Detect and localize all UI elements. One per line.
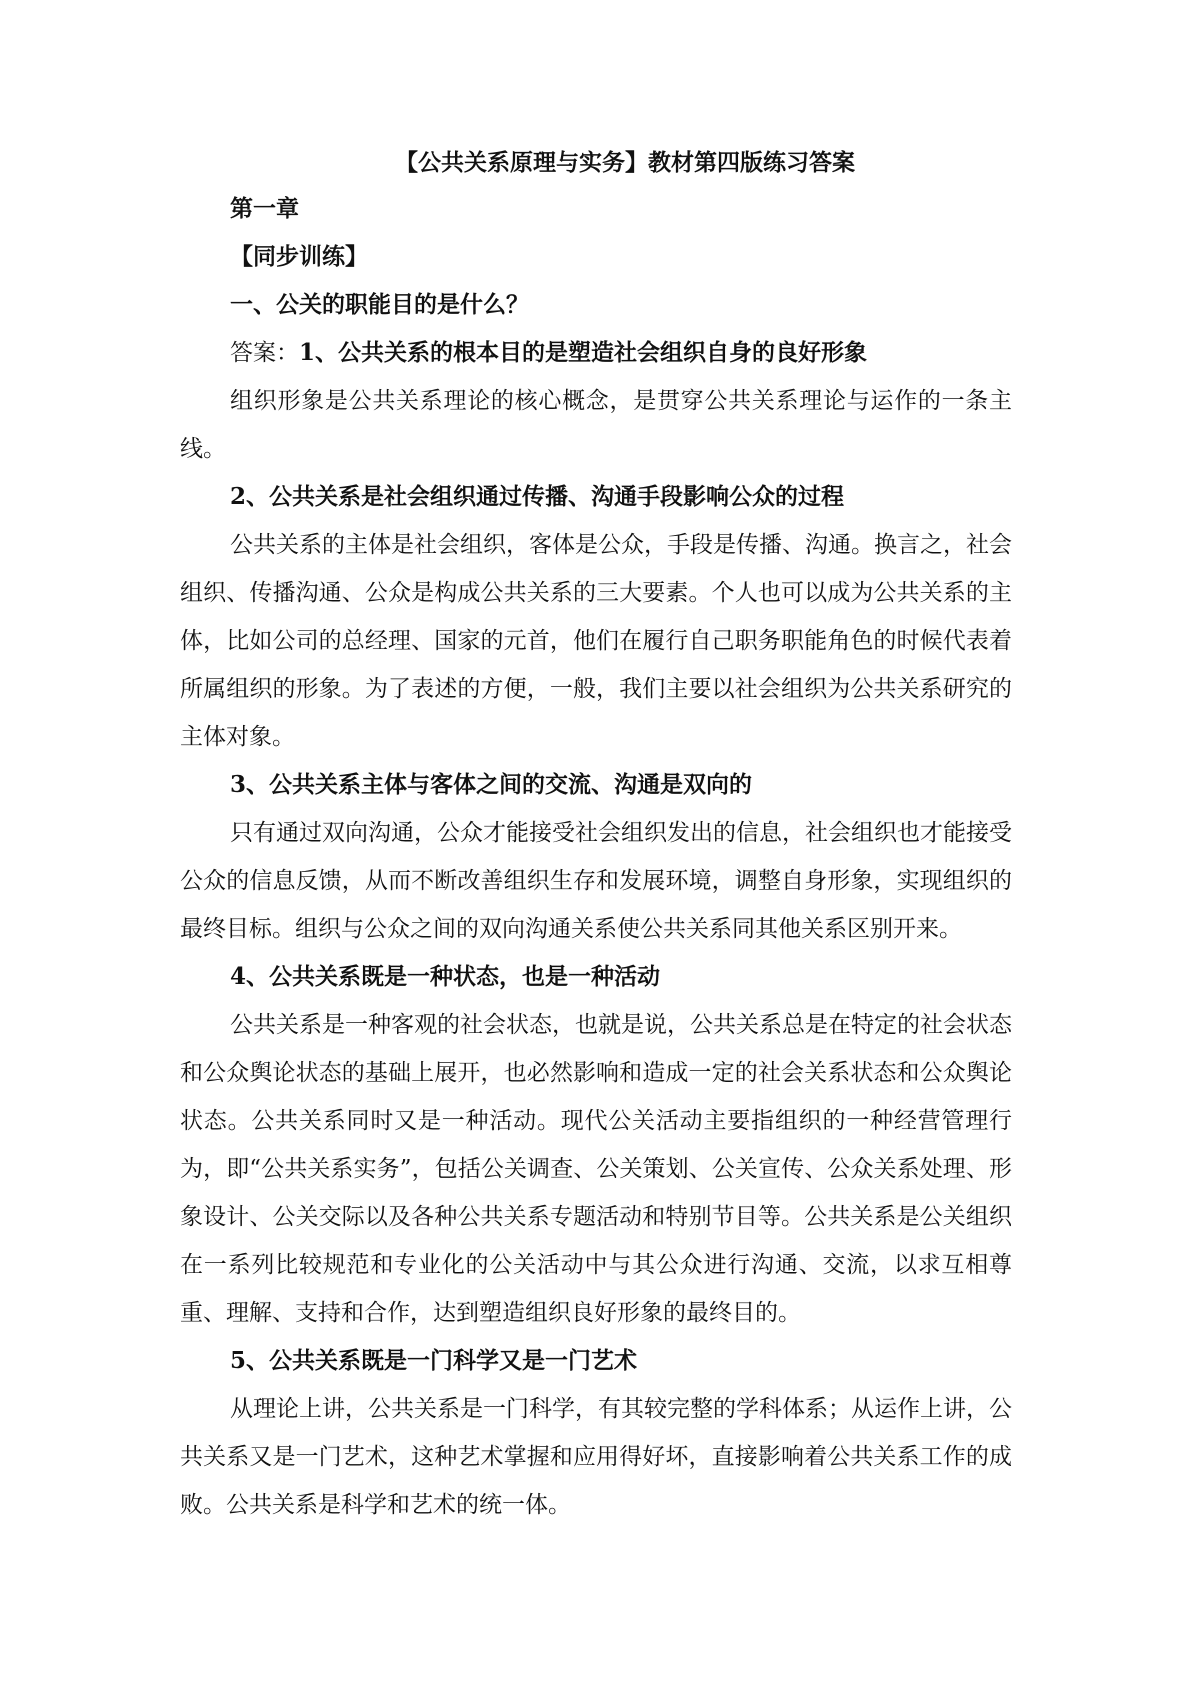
point-4-heading: 4、公共关系既是一种状态，也是一种活动	[230, 963, 661, 990]
point-5-body: 从理论上讲，公共关系是一门科学，有其较完整的学科体系；从运作上讲，公共关系又是一门艺术，这种艺术掌握和应用得好坏，直接影响着公共关系工作的成败。公共关系是科学和艺术的统一体。	[180, 1396, 1012, 1518]
document-title: 【公共关系原理与实务】教材第四版练习答案	[395, 149, 855, 176]
point-1-body: 组织形象是公共关系理论的核心概念，是贯穿公共关系理论与运作的一条主线。	[180, 388, 1012, 462]
point-4-body: 公共关系是一种客观的社会状态，也就是说，公共关系总是在特定的社会状态和公众舆论状态的基础上展开，也必然影响和造成一定的社会关系状态和公众舆论状态。公共关系同时又是一种活动。现代公关活动主要指组织的一种经营管理行为，即“公共关系实务”，包括公关调查、公关策划、公关宣传、公众关系处理、形象设计、公关交际以及各种公共关系专题活动和特别节目等。公共关系是公关组织在一系列比较规范和专业化的公关活动中与其公众进行沟通、交流，以求互相尊重、理解、支持和合作，达到塑造组织良好形象的最终目的。	[180, 1012, 1012, 1326]
point-5-heading: 5、公共关系既是一门科学又是一门艺术	[230, 1347, 638, 1374]
section-heading: 【同步训练】	[230, 243, 368, 270]
point-1-heading	[180, 329, 1012, 377]
document-content	[180, 140, 1012, 1529]
question-heading: 一、公关的职能目的是什么？	[230, 291, 529, 318]
chapter-heading: 第一章	[230, 195, 299, 222]
point-3-heading: 3、公共关系主体与客体之间的交流、沟通是双向的	[230, 771, 753, 798]
point-3-body: 只有通过双向沟通，公众才能接受社会组织发出的信息，社会组织也才能接受公众的信息反馈，从而不断改善组织生存和发展环境，调整自身形象，实现组织的最终目标。组织与公众之间的双向沟通关系使公共关系同其他关系区别开来。	[180, 820, 1012, 942]
point-2-body: 公共关系的主体是社会组织，客体是公众，手段是传播、沟通。换言之，社会组织、传播沟通、公众是构成公共关系的三大要素。个人也可以成为公共关系的主体，比如公司的总经理、国家的元首，他们在履行自己职务职能角色的时候代表着所属组织的形象。为了表述的方便，一般，我们主要以社会组织为公共关系研究的主体对象。	[180, 532, 1012, 750]
point-1-title: 1、公共关系的根本目的是塑造社会组织自身的良好形象	[299, 339, 868, 366]
point-2-heading: 2、公共关系是社会组织通过传播、沟通手段影响公众的过程	[230, 483, 845, 510]
answer-prefix: 答案：	[230, 340, 299, 366]
